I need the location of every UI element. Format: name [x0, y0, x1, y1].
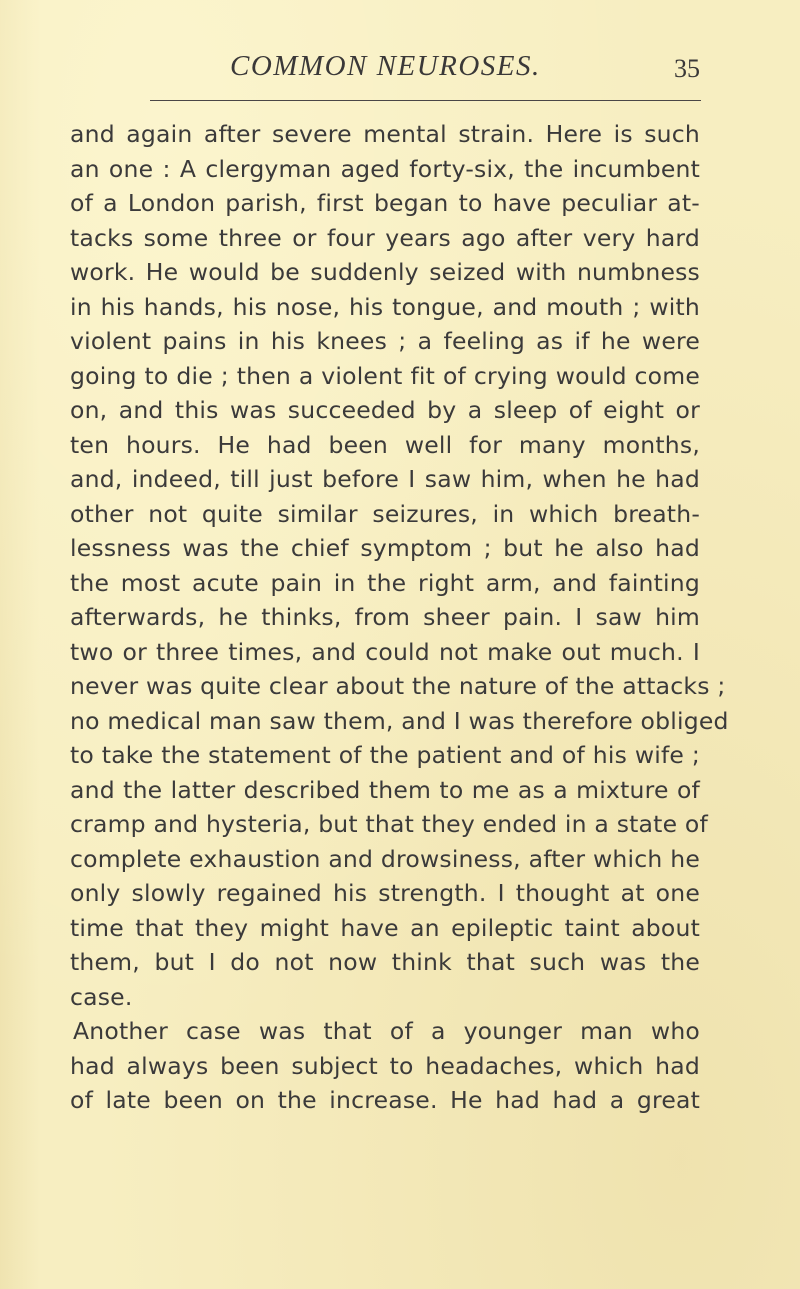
text-line: on, and this was succeeded by a sleep of eight or	[70, 396, 700, 424]
text-line: cramp and hysteria, but that they ended in a state of	[70, 810, 708, 838]
body-text	[70, 117, 729, 1118]
text-line: and again after severe mental strain. Here is such	[70, 120, 700, 148]
text-line: ten hours. He had been well for many months,	[70, 430, 700, 459]
text-line: never was quite clear about the nature of the attacks ;	[70, 672, 726, 700]
text-line: work. He would be suddenly seized with numbness	[70, 258, 700, 286]
text-line: two or three times, and could not make out much. I	[70, 637, 700, 666]
running-head	[150, 48, 700, 88]
text-line: case.	[70, 982, 133, 1011]
text-line: had always been subject to headaches, which had	[70, 1051, 700, 1080]
text-line: going to die ; then a violent fit of crying would come	[70, 361, 700, 390]
text-line: to take the statement of the patient and of his wife ;	[70, 741, 700, 769]
text-line: complete exhaustion and drowsiness, after which he	[70, 844, 700, 873]
text-line: the most acute pain in the right arm, and fainting	[70, 568, 700, 597]
text-line: afterwards, he thinks, from sheer pain. I saw him	[70, 603, 700, 631]
header-rule	[150, 100, 701, 101]
text-line: and, indeed, till just before I saw him, when he had	[70, 465, 700, 493]
text-line: of late been on the increase. He had had a great	[70, 1086, 700, 1114]
page-number: 35	[674, 54, 700, 83]
text-line: lessness was the chief symptom ; but he also had	[70, 534, 700, 562]
text-line: other not quite similar seizures, in which breath-	[70, 499, 700, 528]
text-line: tacks some three or four years ago after very hard	[70, 223, 700, 252]
text-line: and the latter described them to me as a mixture of	[70, 775, 700, 804]
text-line: violent pains in his knees ; a feeling as if he were	[70, 327, 700, 355]
text-line: them, but I do not now think that such was the	[70, 948, 700, 976]
text-line: only slowly regained his strength. I thought at one	[70, 879, 700, 907]
paragraph-2	[70, 1014, 700, 1118]
text-line: no medical man saw them, and I was therefore obliged	[70, 706, 729, 735]
text-line: of a London parish, first began to have peculiar at-	[70, 189, 700, 217]
text-line: Another case was that of a younger man who	[73, 1017, 700, 1045]
running-head-title: COMMON NEUROSES.	[230, 50, 541, 82]
text-line: an one : A clergyman aged forty-six, the incumbent	[70, 154, 700, 183]
paragraph-1	[70, 117, 729, 1014]
text-line: time that they might have an epileptic taint about	[70, 913, 700, 942]
text-line: in his hands, his nose, his tongue, and mouth ; with	[70, 292, 700, 321]
